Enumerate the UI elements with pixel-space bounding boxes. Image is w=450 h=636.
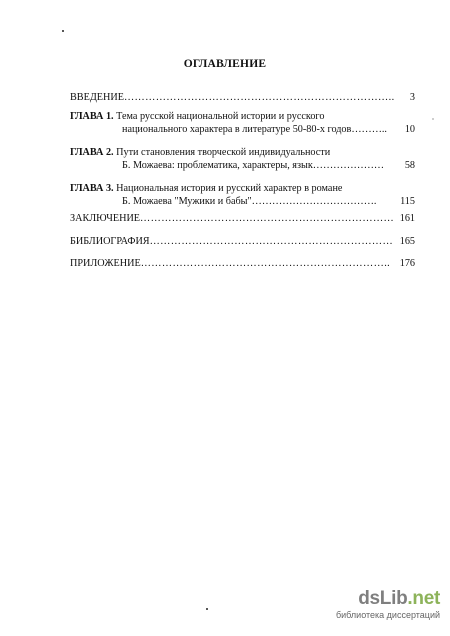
toc-chapter-title-line2: национального характера в литературе 50-80-х годов……….. (122, 124, 387, 135)
dslib-subtitle: библиотека диссертаций (335, 610, 440, 620)
toc-page-number: 3 (409, 92, 415, 103)
toc-leader-dots: …………………………………………………………… (149, 236, 394, 247)
toc-entry-label: ВВЕДЕНИЕ (70, 92, 124, 103)
toc-page-number: 10 (404, 124, 415, 135)
toc-entry-appendix (70, 257, 415, 270)
toc-page-number: 115 (400, 196, 415, 207)
toc-page-number: 165 (399, 236, 415, 247)
toc-chapter-title-line2: Б. Можаева: проблематика, характеры, язык………………… (122, 160, 385, 171)
toc-leader-dots: ………………………………………………………………….. (123, 92, 395, 103)
toc-chapter-title-line1: Пути становления творческой индивидуальности (113, 147, 331, 158)
toc-title: ОГЛАВЛЕНИЕ (183, 58, 267, 70)
toc-entry-label: ЗАКЛЮЧЕНИЕ (70, 213, 141, 224)
toc-entry-chapter-3 (70, 182, 415, 208)
toc-entry-chapter-2 (70, 146, 415, 172)
toc-chapter-title-line2: Б. Можаева "Мужики и бабы"………………………………. (122, 196, 377, 207)
toc-page-number: 58 (404, 160, 415, 171)
toc-entry-label: ПРИЛОЖЕНИЕ (70, 258, 141, 269)
toc-entry-label: БИБЛИОГРАФИЯ (70, 236, 150, 247)
toc-entry-conclusion (70, 212, 415, 225)
toc-chapter-title-line1: Тема русской национальной истории и русского (113, 111, 325, 122)
dslib-logo-tld: .net (407, 588, 440, 609)
toc-entry-bibliography (70, 235, 415, 248)
toc-entry-introduction (70, 91, 415, 104)
dslib-watermark[interactable] (330, 588, 440, 624)
toc-chapter-number: ГЛАВА 1. (70, 111, 114, 122)
toc-entry-chapter-1 (70, 110, 415, 136)
scan-speck (432, 118, 434, 120)
scan-speck (206, 608, 208, 610)
toc-chapter-title-line1: Национальная история и русский характер в романе (113, 183, 343, 194)
toc-leader-dots: ……………………………………………………………… (140, 213, 395, 224)
dslib-logo-main: dsLib (358, 588, 408, 609)
toc-chapter-number: ГЛАВА 3. (70, 183, 114, 194)
toc-leader-dots: …………………………………………………………….. (140, 258, 391, 269)
scan-speck (62, 30, 64, 32)
toc-page-number: 176 (399, 258, 415, 269)
dslib-logo (358, 588, 440, 610)
toc-page-number: 161 (399, 213, 415, 224)
toc-chapter-number: ГЛАВА 2. (70, 147, 114, 158)
